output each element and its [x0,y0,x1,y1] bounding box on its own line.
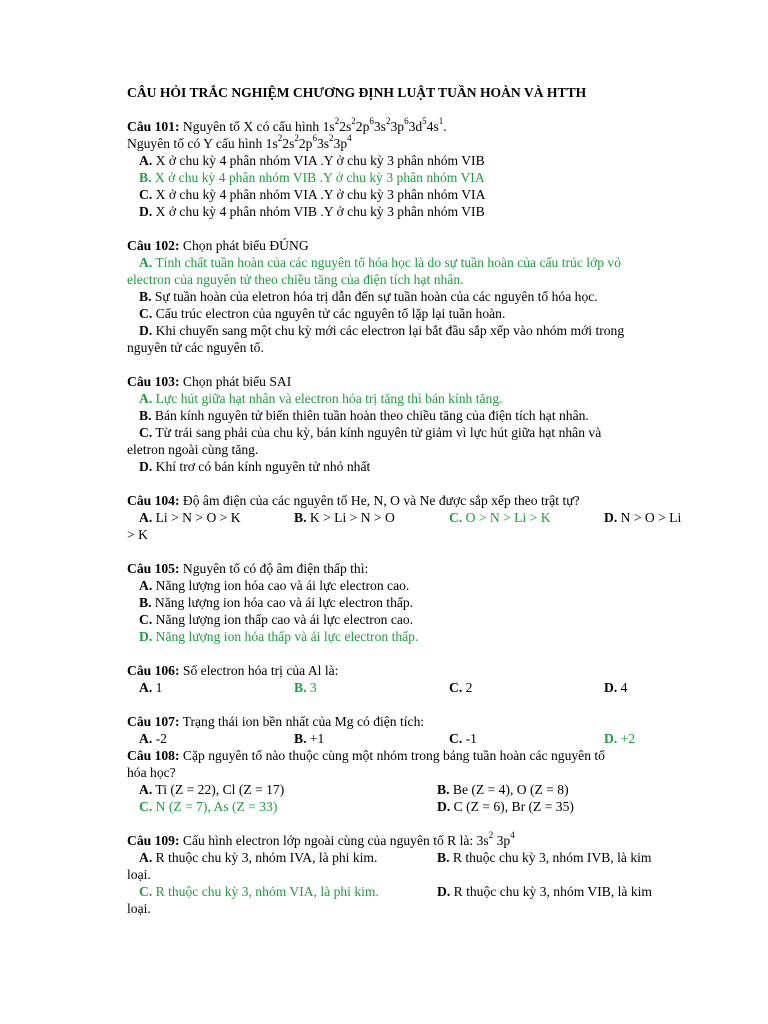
question-101-stem-2 [127,135,695,152]
option-letter: A. [139,731,153,746]
question-label: Câu 104: [127,493,180,508]
option-text: Khi chuyển sang một chu kỳ mới các electron lại bắt đầu sắp xếp vào nhóm mới trong [155,323,625,338]
option-b [294,730,449,747]
question-105-stem [127,560,695,577]
option-text: Năng lượng ion hóa cao và ái lực electron thấp. [154,595,414,610]
option-text: X ở chu kỳ 4 phân nhóm VIA .Y ở chu kỳ 3 phân nhóm VIA [155,187,486,202]
question-101 [127,118,695,220]
option-text: O > N > Li > K [465,510,551,525]
option-c-correct [127,883,437,900]
option-d [127,322,695,339]
option-letter: A. [139,255,153,270]
option-text: Năng lượng ion thấp cao và ái lực electron cao. [155,612,414,627]
option-letter: C. [139,799,153,814]
question-label: Câu 106: [127,663,180,678]
option-letter: B. [139,289,152,304]
options-row [127,679,695,696]
option-text: 1 [155,680,163,695]
superscript: 1 [438,116,444,127]
question-107 [127,713,695,747]
superscript: 2 [488,830,494,841]
option-letter: A. [139,680,153,695]
option-text: Từ trái sang phải của chu kỳ, bán kính nguyên tử giảm vì lực hút giữa hạt nhân và [155,425,602,440]
question-text: Chọn phát biểu ĐÚNG [182,238,309,253]
superscript: 2 [277,133,283,144]
question-text: Cặp nguyên tố nào thuộc cùng một nhóm trong bảng tuần hoàn các nguyên tố [182,748,605,763]
option-a [139,679,294,696]
option-letter: A. [139,391,153,406]
option-text: -1 [465,731,477,746]
question-label: Câu 108: [127,748,180,763]
option-d [437,798,695,815]
question-text: Cấu hình electron lớp ngoài cùng của nguyên tố R là: 3s [182,833,489,848]
option-a [127,152,695,169]
option-d [604,679,627,696]
option-a-continuation: electron của nguyên tử theo chiều tăng của điện tích hạt nhân. [127,272,464,287]
option-a-correct [127,254,695,271]
config-part: 4s [426,119,439,134]
option-letter: A. [139,850,153,865]
option-letter: B. [139,408,152,423]
question-text: Nguyên tố X có cấu hình 1s [182,119,335,134]
options-row [127,849,695,866]
option-text: R thuộc chu kỳ 3, nhóm IVA, là phi kim. [155,850,378,865]
question-103-stem [127,373,695,390]
question-108-stem-continuation: hóa học? [127,765,176,780]
option-d [437,883,695,900]
config-part: 2p [355,119,370,134]
option-b [294,509,449,526]
option-letter: B. [437,850,450,865]
option-text: K > Li > N > O [309,510,395,525]
question-102 [127,237,695,356]
question-text: Trạng thái ion bền nhất của Mg có điện tích: [182,714,425,729]
option-b [127,594,695,611]
option-c-continuation: eletron ngoài cùng tăng. [127,442,259,457]
option-text: C (Z = 6), Br (Z = 35) [453,799,574,814]
option-letter: C. [449,680,463,695]
option-text: Li > N > O > K [155,510,241,525]
option-text: -2 [155,731,167,746]
option-a [127,849,437,866]
option-d-continuation: loại. [127,901,151,916]
option-a [139,509,294,526]
option-text: +2 [620,731,636,746]
superscript: 6 [404,116,409,127]
question-102-stem [127,237,695,254]
option-text: Năng lượng ion hóa thấp và ái lực electron thấp. [155,629,419,644]
option-b [437,849,695,866]
superscript: 5 [422,116,427,127]
document-page [127,84,695,934]
option-b [437,781,695,798]
option-text: Be (Z = 4), O (Z = 8) [452,782,569,797]
option-a [139,730,294,747]
superscript: 2 [385,116,391,127]
option-letter: C. [139,612,153,627]
option-letter: C. [449,510,463,525]
option-a [127,577,695,594]
document-title: CÂU HỎI TRẮC NGHIỆM CHƯƠNG ĐỊNH LUẬT TUẦN HOÀN VÀ HTTH [127,85,587,100]
option-d-continuation: > K [127,527,148,542]
question-label: Câu 101: [127,119,180,134]
option-text: X ở chu kỳ 4 phân nhóm VIA .Y ở chu kỳ 3 phân nhóm VIB [155,153,485,168]
superscript: 2 [351,116,356,127]
option-letter: A. [139,578,153,593]
options-row [127,883,695,900]
option-text: 3 [309,680,317,695]
option-text: 4 [620,680,628,695]
options-row [127,730,695,747]
option-d [127,458,695,475]
option-a [127,781,437,798]
superscript: 4 [347,133,352,144]
option-letter: A. [139,153,153,168]
option-letter: C. [139,187,153,202]
options-row [127,509,695,526]
question-text: Nguyên tố có Y cấu hình 1s [127,136,278,151]
question-text: Số electron hóa trị của Al là: [182,663,339,678]
option-c-correct [449,509,604,526]
option-letter: D. [139,323,153,338]
option-text: R thuộc chu kỳ 3, nhóm IVB, là kim [452,850,652,865]
options-row [127,798,695,815]
option-d [604,509,681,526]
question-label: Câu 103: [127,374,180,389]
option-d-correct [127,628,695,645]
option-letter: B. [294,731,307,746]
config-part: 2p [298,136,313,151]
superscript: 2 [294,133,299,144]
question-108 [127,747,695,815]
option-letter: D. [604,510,618,525]
superscript: 4 [510,830,515,841]
question-107-stem [127,713,695,730]
option-text: X ở chu kỳ 4 phân nhóm VIB .Y ở chu kỳ 3 phân nhóm VIA [154,170,485,185]
option-letter: C. [449,731,463,746]
question-109 [127,832,695,917]
option-text: +1 [309,731,325,746]
options-row [127,781,695,798]
config-part: 3p [333,136,348,151]
superscript: 6 [369,116,374,127]
question-106-stem [127,662,695,679]
option-text: Cấu trúc electron của nguyên tử các nguyên tố lặp lại tuần hoàn. [155,306,506,321]
question-label: Câu 109: [127,833,180,848]
option-b [127,288,695,305]
option-letter: D. [437,799,451,814]
option-text: R thuộc chu kỳ 3, nhóm VIB, là kim [453,884,652,899]
option-letter: B. [139,170,152,185]
option-c [127,305,695,322]
config-part: 3p [390,119,405,134]
question-101-stem [127,118,695,135]
option-letter: B. [294,680,307,695]
superscript: 6 [312,133,317,144]
option-text: 2 [465,680,473,695]
option-text: Sự tuần hoàn của eletron hóa trị dẫn đến sự tuần hoàn của các nguyên tố hóa học. [154,289,598,304]
superscript: 2 [334,116,340,127]
option-letter: C. [139,884,153,899]
question-104-stem [127,492,695,509]
question-label: Câu 102: [127,238,180,253]
option-d-continuation: nguyên tử các nguyên tố. [127,340,264,355]
option-c [127,424,695,441]
option-d [127,203,695,220]
option-letter: A. [139,782,153,797]
config-part: 2s [282,136,295,151]
option-b-continuation: loại. [127,867,151,882]
option-letter: C. [139,306,153,321]
config-part: 2s [339,119,352,134]
option-b-correct [294,679,449,696]
option-c-correct [127,798,437,815]
question-label: Câu 107: [127,714,180,729]
question-103 [127,373,695,475]
option-b-correct [127,169,695,186]
option-letter: C. [139,425,153,440]
config-part: 3s [316,136,330,151]
option-letter: D. [139,459,153,474]
option-d-correct [604,730,635,747]
option-text: Bán kính nguyên tử biến thiên tuần hoàn theo chiều tăng của điện tích hạt nhân. [154,408,589,423]
option-text: Tính chất tuần hoàn của các nguyên tố hóa học là do sự tuần hoàn của cấu trúc lớp vỏ [155,255,622,270]
option-letter: D. [604,731,618,746]
config-part: 3d [408,119,423,134]
option-c [127,611,695,628]
option-text: N (Z = 7), As (Z = 33) [155,799,278,814]
option-letter: D. [604,680,618,695]
question-label: Câu 105: [127,561,180,576]
option-letter: D. [139,204,153,219]
option-c [127,186,695,203]
config-part: 3s [373,119,386,134]
question-105 [127,560,695,645]
question-text: Nguyên tố có độ âm điện thấp thì: [182,561,369,576]
option-letter: B. [139,595,152,610]
option-text: X ở chu kỳ 4 phân nhóm VIB .Y ở chu kỳ 3 phân nhóm VIB [155,204,485,219]
option-letter: B. [437,782,450,797]
option-a-correct [127,390,695,407]
option-c [449,730,604,747]
option-letter: D. [437,884,451,899]
question-106 [127,662,695,696]
option-text: N > O > Li [620,510,682,525]
config-part: 3p [493,833,511,848]
option-text: Ti (Z = 22), Cl (Z = 17) [155,782,285,797]
option-text: Khí trơ có bán kính nguyên tử nhỏ nhất [155,459,371,474]
question-text: Độ âm điện của các nguyên tố He, N, O và Ne được sắp xếp theo trật tự? [182,493,580,508]
option-text: R thuộc chu kỳ 3, nhóm VIA, là phi kim. [155,884,379,899]
question-108-stem [127,747,695,764]
question-104 [127,492,695,543]
option-letter: D. [139,629,153,644]
option-text: Lực hút giữa hạt nhân và electron hóa trị tăng thì bán kính tăng. [155,391,503,406]
question-text: Chọn phát biểu SAI [182,374,292,389]
option-letter: A. [139,510,153,525]
option-text: Năng lượng ion hóa cao và ái lực electron cao. [155,578,410,593]
option-b [127,407,695,424]
config-part: . [443,119,447,134]
question-109-stem [127,832,695,849]
superscript: 2 [329,133,334,144]
option-c [449,679,604,696]
option-letter: B. [294,510,307,525]
